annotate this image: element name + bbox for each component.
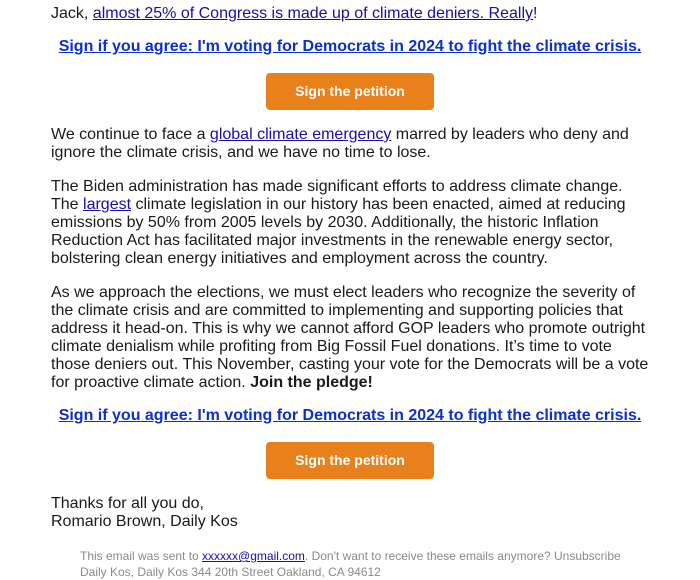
congress-deniers-link[interactable]: almost 25% of Congress is made up of climate deniers. Really: [92, 5, 533, 22]
paragraph-emergency-after: marred by leaders who deny and ignore the climate crisis, and we have no time to lose.: [51, 126, 629, 161]
intro-prefix: Jack,: [51, 5, 93, 22]
signoff-line1: Thanks for all you do,: [51, 495, 204, 512]
footer-address: Daily Kos, Daily Kos 344 20th Street Oakland, CA 94612: [80, 565, 381, 579]
intro-line: [51, 5, 651, 23]
pledge-link-bottom[interactable]: Sign if you agree: I'm voting for Democrats in 2024 to fight the climate crisis.: [58, 407, 642, 424]
paragraph-emergency-before: We continue to face a: [51, 126, 210, 143]
intro-suffix: !: [533, 5, 538, 22]
join-pledge-text: Join the pledge!: [250, 374, 373, 391]
paragraph-elections-text: As we approach the elections, we must elect leaders who recognize the severity of the climate crisis and are committed to implementing and supporting policies that address it head-on. This is why we cannot afford GOP leaders who promote outright climate denialism while profiting from Big Fossil Fuel donations. It’s time to vote those deniers out. This November, casting your vote for the Democrats will be a vote for proactive climate action.: [51, 284, 649, 391]
paragraph-elections: [51, 284, 651, 392]
signoff-line2: Romario Brown, Daily Kos: [51, 513, 238, 530]
sign-petition-button-bottom[interactable]: Sign the petition: [266, 442, 434, 479]
footer-sent-to: This email was sent to: [80, 549, 203, 563]
signoff: [51, 495, 651, 531]
paragraph-biden-before: The Biden administration has made significant efforts to address climate change. The: [51, 178, 623, 213]
recipient-email-link[interactable]: xxxxxx@gmail.com: [202, 549, 305, 563]
largest-legislation-link[interactable]: largest: [83, 196, 132, 213]
paragraph-biden-after: climate legislation in our history has been enacted, aimed at reducing emissions by 50% from 2005 levels by 2030. Additionally, the historic Inflation Reduction Act has facilitated major investments in the renewable energy sector, bolstering clean energy initiatives and employment across the country.: [51, 196, 626, 267]
pledge-link-top[interactable]: Sign if you agree: I'm voting for Democrats in 2024 to fight the climate crisis.: [58, 38, 642, 55]
sign-petition-button-top[interactable]: Sign the petition: [266, 73, 434, 110]
email-footer: [80, 548, 680, 580]
paragraph-emergency: [51, 126, 651, 162]
paragraph-biden: [51, 178, 651, 268]
climate-emergency-link[interactable]: global climate emergency: [209, 126, 392, 143]
unsubscribe-text[interactable]: . Don't want to receive these emails anymore? Unsubscribe: [304, 549, 621, 563]
